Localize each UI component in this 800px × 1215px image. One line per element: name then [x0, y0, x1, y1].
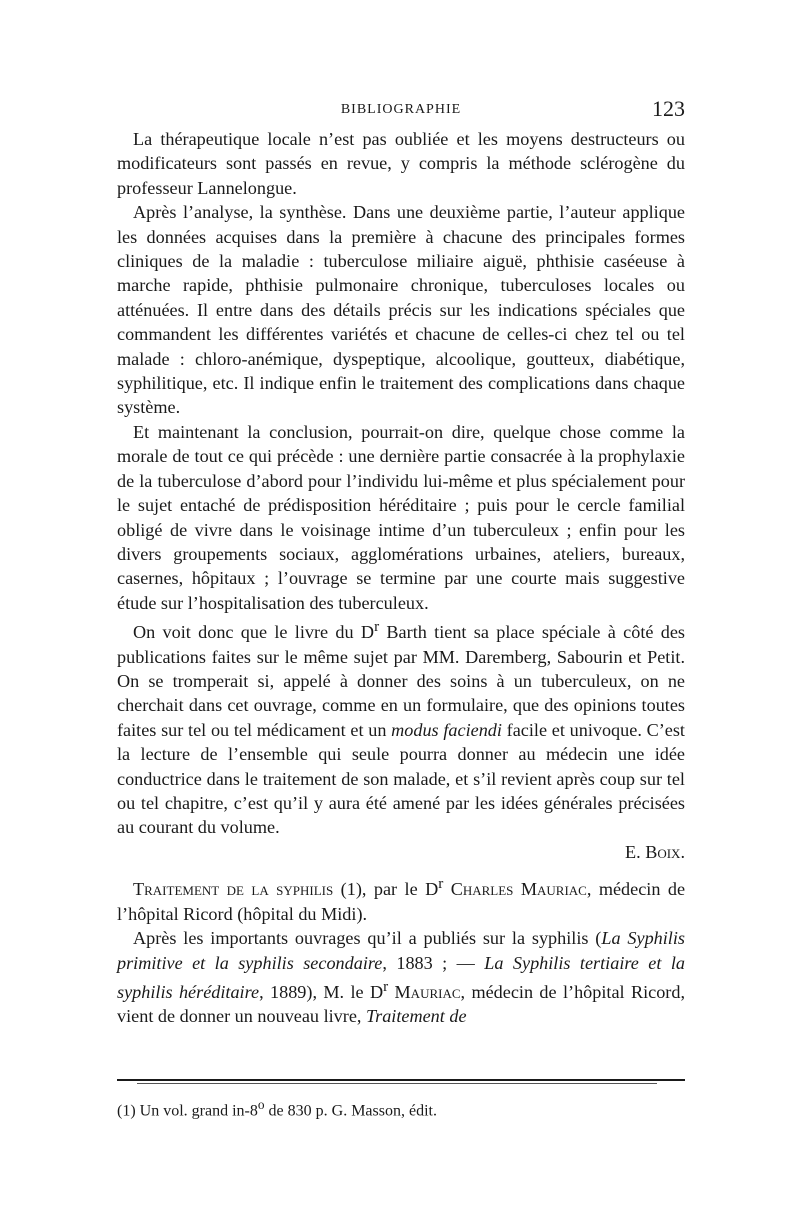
- superscript: r: [438, 875, 444, 893]
- book-title: Traitement de la syphilis: [133, 879, 334, 900]
- footnote-text: Un vol. grand in-8: [135, 1102, 258, 1120]
- running-head: [117, 96, 685, 126]
- running-title: BIBLIOGRAPHIE: [340, 102, 462, 117]
- superscript: r: [383, 977, 389, 995]
- paragraph: Après l’analyse, la synthèse. Dans une deuxième partie, l’auteur applique les données acquises dans la première à chacune des principales formes cliniques de la maladie : tuberculose miliaire aiguë, phthisie caséeuse à marche rapide, phthisie pulmonaire chronique, tuberculoses locales ou atténuées. Il entre dans des détails précis sur les indications spéciales que commandent les différentes variétés et chacune de celles-ci chez tel ou tel malade : chloro-anémique, dyspeptique, alcoolique, goutteux, diabétique, syphilitique, etc. Il indique enfin le traitement des complications dans chaque système.: [117, 202, 685, 418]
- text-run: , 1883 ; —: [382, 952, 485, 973]
- text-run: , 1889), M. le D: [259, 982, 384, 1002]
- page-number: 123: [652, 96, 685, 121]
- superscript: r: [374, 618, 380, 636]
- footnote: [117, 1095, 685, 1121]
- paragraph: Et maintenant la conclusion, pourrait-on dire, quelque chose comme la morale de tout ce qui précède : une dernière partie consacrée à la prophylaxie de la tuberculose d’abord pour l’individu lui-même et plus spécialement pour le sujet entaché de prédisposition héréditaire ; puis pour le cercle familial obligé de vivre dans le voisinage intime d’un tuberculeux ; enfin pour les divers groupements sociaux, agglomérations urbaines, ateliers, bureaux, casernes, hôpitaux ; l’ouvrage se termine par une courte mais suggestive étude sur l’hospitalisation des tuberculeux.: [117, 421, 685, 613]
- author-name: Charles Mauriac: [443, 879, 587, 900]
- text-run: facile et univoque. C’est la lecture de l’ensemble qui seule pourra donner au médecin une idée conductrice dans le traitement de son malade, et s’il revient après coup sur tel ou tel chapitre, c’est qu’il y aura été amené par les idées générales précisées au courant du volume.: [117, 719, 685, 838]
- text-run: , médecin de l’hôpital Ricord (hôpital du Midi).: [117, 879, 686, 924]
- latin-phrase: modus faciendi: [391, 719, 502, 740]
- paragraph: [117, 926, 685, 1029]
- footnote-divider-thin: [137, 1083, 657, 1084]
- superscript: o: [257, 1097, 265, 1112]
- text-run: On voit donc que le livre du D: [133, 622, 375, 643]
- footnote-text: de 830 p. G. Masson, édit.: [264, 1102, 437, 1120]
- text-run: Après les importants ouvrages qu’il a publiés sur la syphilis (: [133, 928, 602, 949]
- text-run: , médecin de l’hôpital Ricord, vient de donner un nouveau livre,: [117, 982, 685, 1027]
- paragraph: La thérapeutique locale n’est pas oubliée et les moyens destructeurs ou modificateurs sont passés en revue, y compris la méthode sclérogène du professeur Lannelongue.: [117, 129, 685, 198]
- author-name: Mauriac: [388, 982, 461, 1002]
- footnote-divider: [117, 1079, 685, 1081]
- cited-title: Traitement de: [366, 1006, 467, 1027]
- body-text: [117, 127, 685, 1029]
- cited-title: La Syphilis tertiaire et la syphilis héréditaire: [117, 952, 685, 1002]
- text-run: , par le D: [361, 879, 439, 900]
- cited-title: La Syphilis primitive et la syphilis secondaire: [117, 928, 685, 973]
- paragraph: [117, 615, 685, 840]
- review-heading: [117, 872, 685, 926]
- footnote-marker: (1): [117, 1102, 136, 1120]
- footnote-ref: (1): [340, 879, 362, 900]
- text-run: Barth tient sa place spéciale à côté des publications faites sur le même sujet par MM. Daremberg, Sabourin et Petit. On se tromperait si, appelé à donner des soins à un tuberculeux, on ne cherchait dans cet ouvrage, comme en un formulaire, que des opinions toutes faites sur tel ou tel médicament et un: [117, 622, 685, 740]
- signature: E. Boix.: [625, 841, 685, 862]
